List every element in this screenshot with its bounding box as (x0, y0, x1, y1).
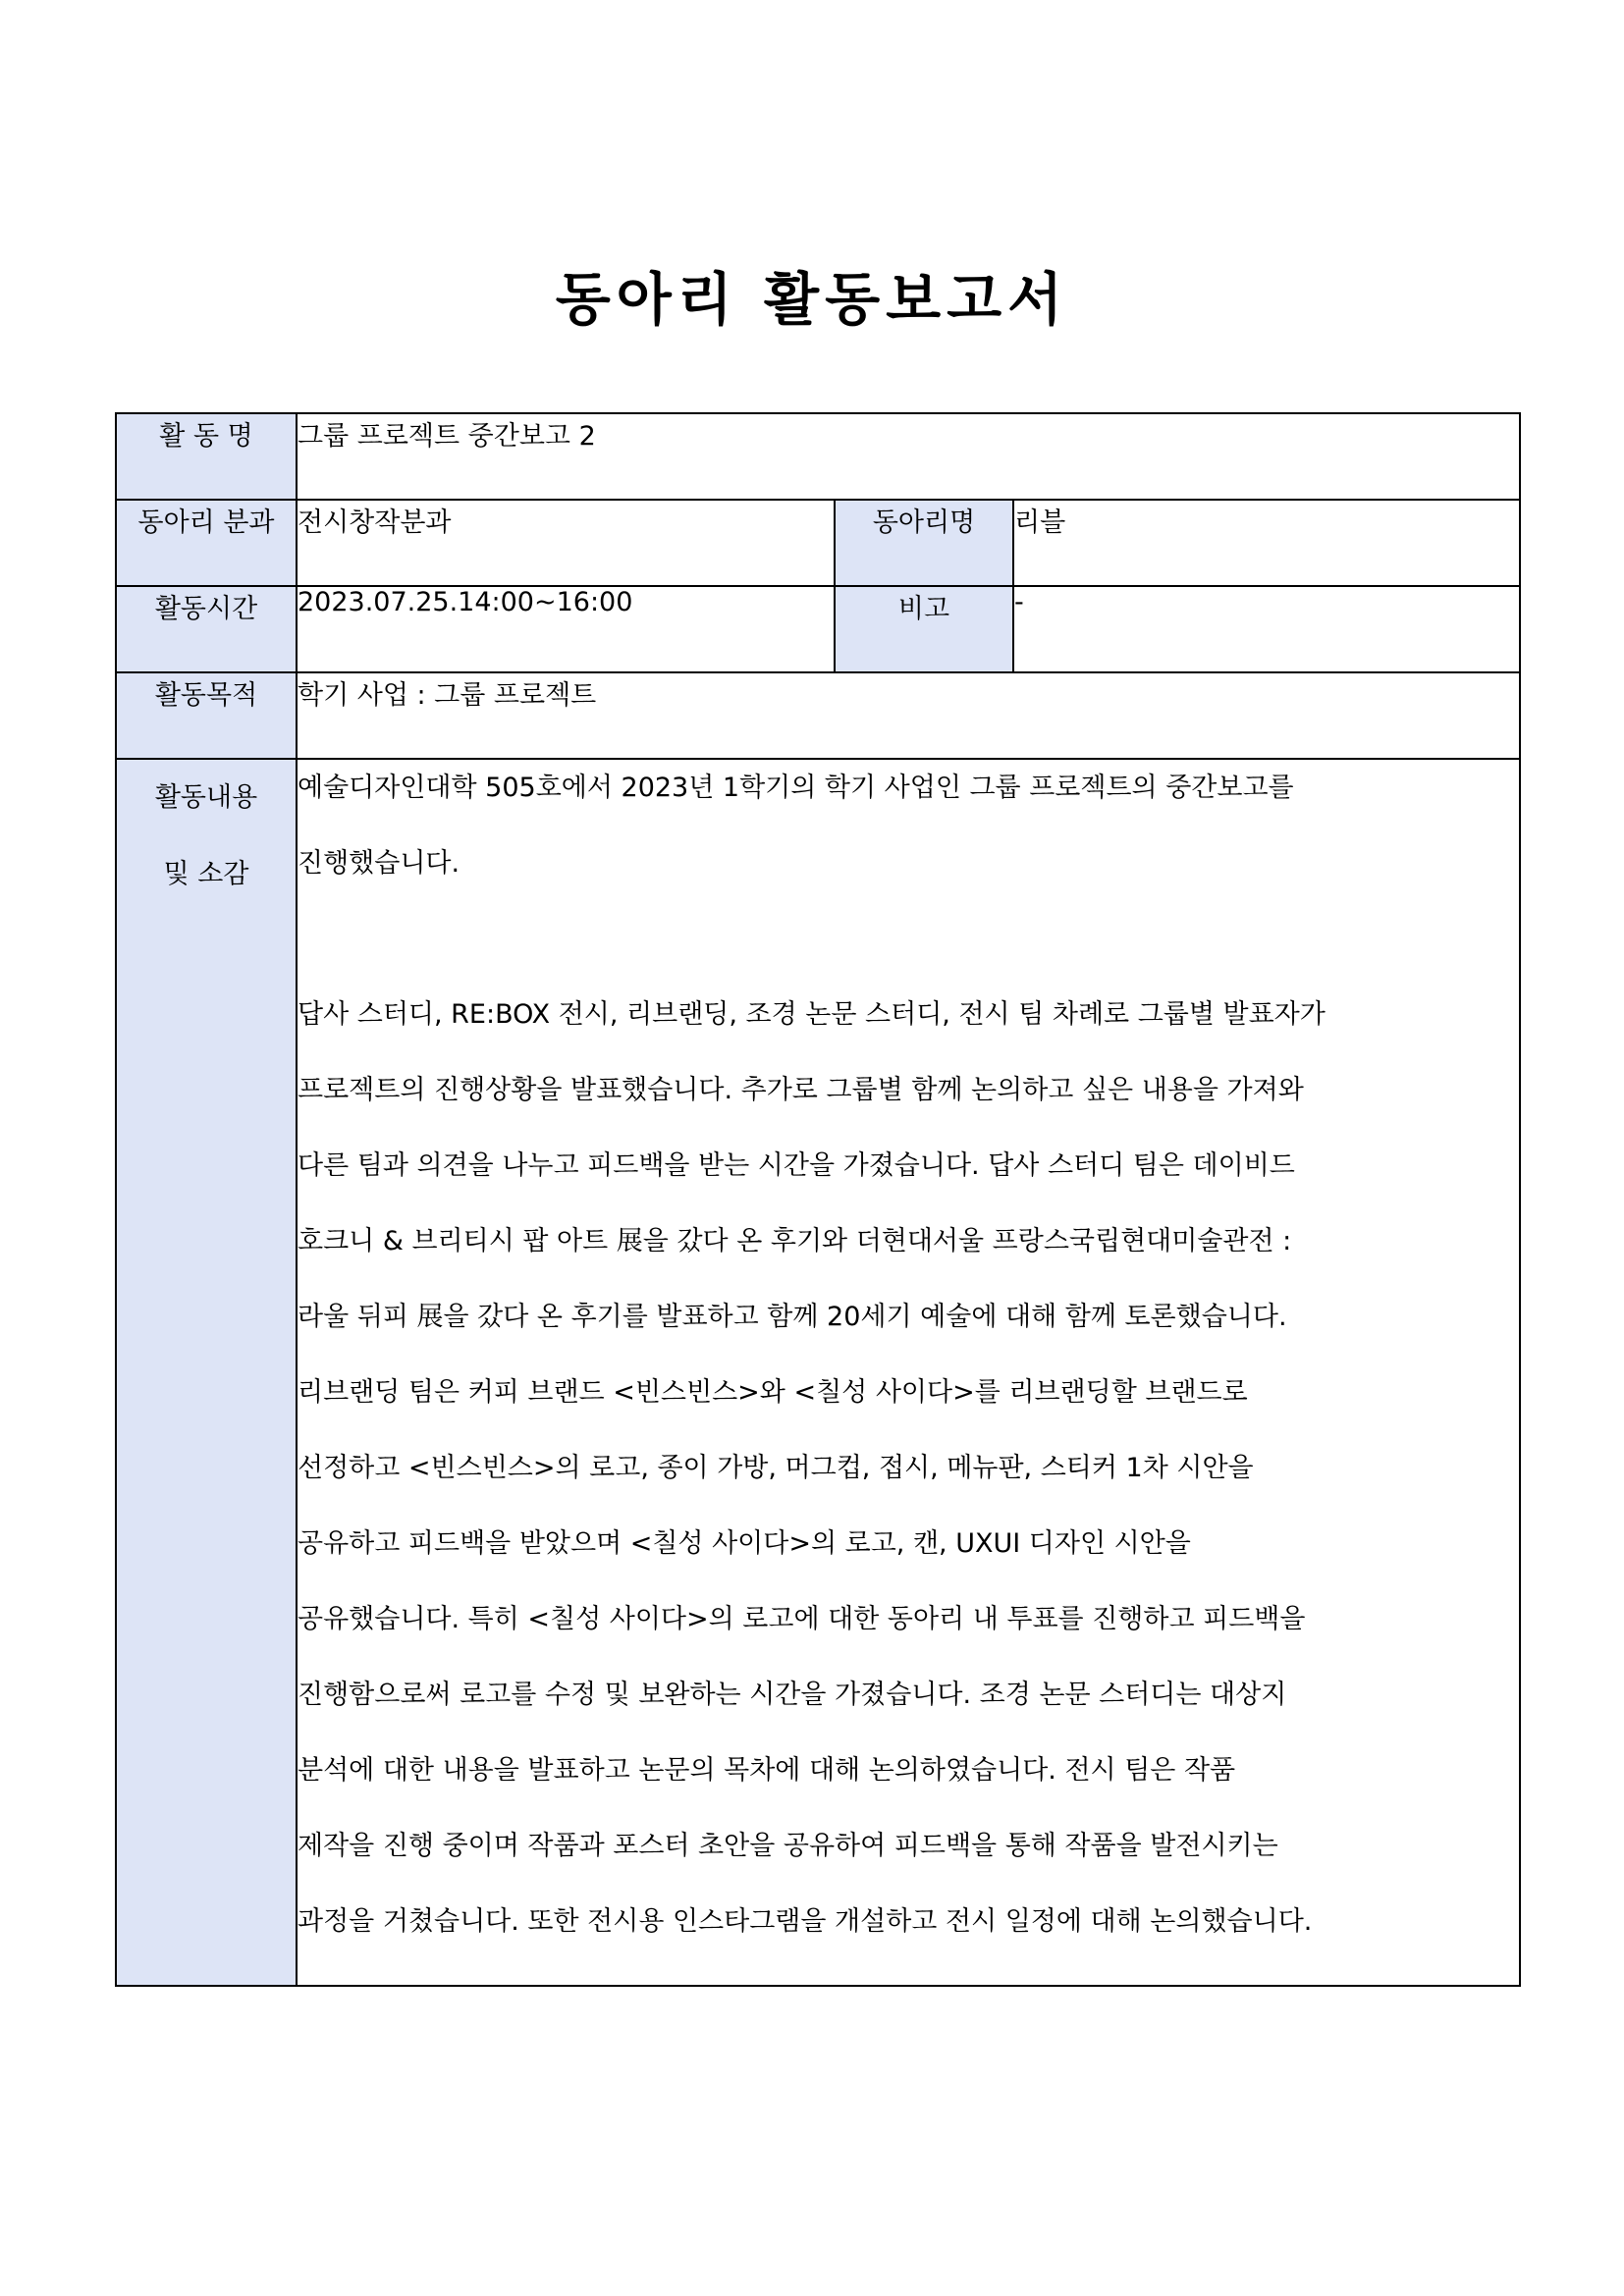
content-line: 과정을 거쳤습니다. 또한 전시용 인스타그램을 개설하고 전시 일정에 대해 논의했습니다. (298, 1906, 1313, 1937)
time-value: 2023.07.25.14:00~16:00 (297, 586, 835, 672)
content-label-line2: 및 소감 (163, 859, 249, 889)
content-line: 진행함으로써 로고를 수정 및 보완하는 시간을 가졌습니다. 조경 논문 스터디는 대상지 (298, 1680, 1287, 1710)
activity-name-value: 그룹 프로젝트 중간보고 2 (297, 413, 1520, 500)
content-line: 예술디자인대학 505호에서 2023년 1학기의 학기 사업인 그룹 프로젝트의 중간보고를 (298, 773, 1294, 803)
content-label-line1: 활동내용 (154, 782, 258, 813)
content-lines (298, 760, 1519, 1969)
content-line: 호크니 & 브리티시 팝 아트 展을 갔다 온 후기와 더현대서울 프랑스국립현대미술관전 : (298, 1226, 1292, 1256)
page-title: 동아리 활동보고서 (555, 266, 1069, 333)
content-line: 리브랜딩 팀은 커피 브랜드 <빈스빈스>와 <칠성 사이다>를 리브랜딩할 브랜드로 (298, 1377, 1248, 1408)
content-label (116, 759, 297, 1986)
activity-name-label: 활 동 명 (116, 413, 297, 500)
content-line: 답사 스터디, RE:BOX 전시, 리브랜딩, 조경 논문 스터디, 전시 팀 차례로 그룹별 발표자가 (298, 999, 1326, 1030)
note-value: - (1013, 586, 1520, 672)
row-division (116, 500, 1520, 586)
content-line: 선정하고 <빈스빈스>의 로고, 종이 가방, 머그컵, 접시, 메뉴판, 스티커 1차 시안을 (298, 1453, 1254, 1483)
note-label: 비고 (835, 586, 1013, 672)
row-activity-name (116, 413, 1520, 500)
content-line (298, 911, 1519, 987)
content-line: 분석에 대한 내용을 발표하고 논문의 목차에 대해 논의하였습니다. 전시 팀은 작품 (298, 1755, 1236, 1786)
content-line: 진행했습니다. (298, 848, 460, 879)
content-line: 공유하고 피드백을 받았으며 <칠성 사이다>의 로고, 캔, UXUI 디자인 시안을 (298, 1528, 1191, 1559)
time-label: 활동시간 (116, 586, 297, 672)
division-label: 동아리 분과 (116, 500, 297, 586)
row-time (116, 586, 1520, 672)
purpose-label: 활동목적 (116, 672, 297, 759)
division-value: 전시창작분과 (297, 500, 835, 586)
content-line: 라울 뒤피 展을 갔다 온 후기를 발표하고 함께 20세기 예술에 대해 함께 토론했습니다. (298, 1302, 1287, 1332)
club-name-value: 리블 (1013, 500, 1520, 586)
row-purpose (116, 672, 1520, 759)
club-name-label: 동아리명 (835, 500, 1013, 586)
content-body (297, 759, 1520, 1986)
row-content (116, 759, 1520, 1986)
content-line: 공유했습니다. 특히 <칠성 사이다>의 로고에 대한 동아리 내 투표를 진행하고 피드백을 (298, 1604, 1306, 1634)
content-line: 다른 팀과 의견을 나누고 피드백을 받는 시간을 가졌습니다. 답사 스터디 팀은 데이비드 (298, 1150, 1295, 1181)
content-line: 프로젝트의 진행상황을 발표했습니다. 추가로 그룹별 함께 논의하고 싶은 내용을 가져와 (298, 1075, 1304, 1105)
content-line: 제작을 진행 중이며 작품과 포스터 초안을 공유하여 피드백을 통해 작품을 발전시키는 (298, 1831, 1278, 1861)
purpose-value: 학기 사업 : 그룹 프로젝트 (297, 672, 1520, 759)
report-table (115, 412, 1521, 1987)
